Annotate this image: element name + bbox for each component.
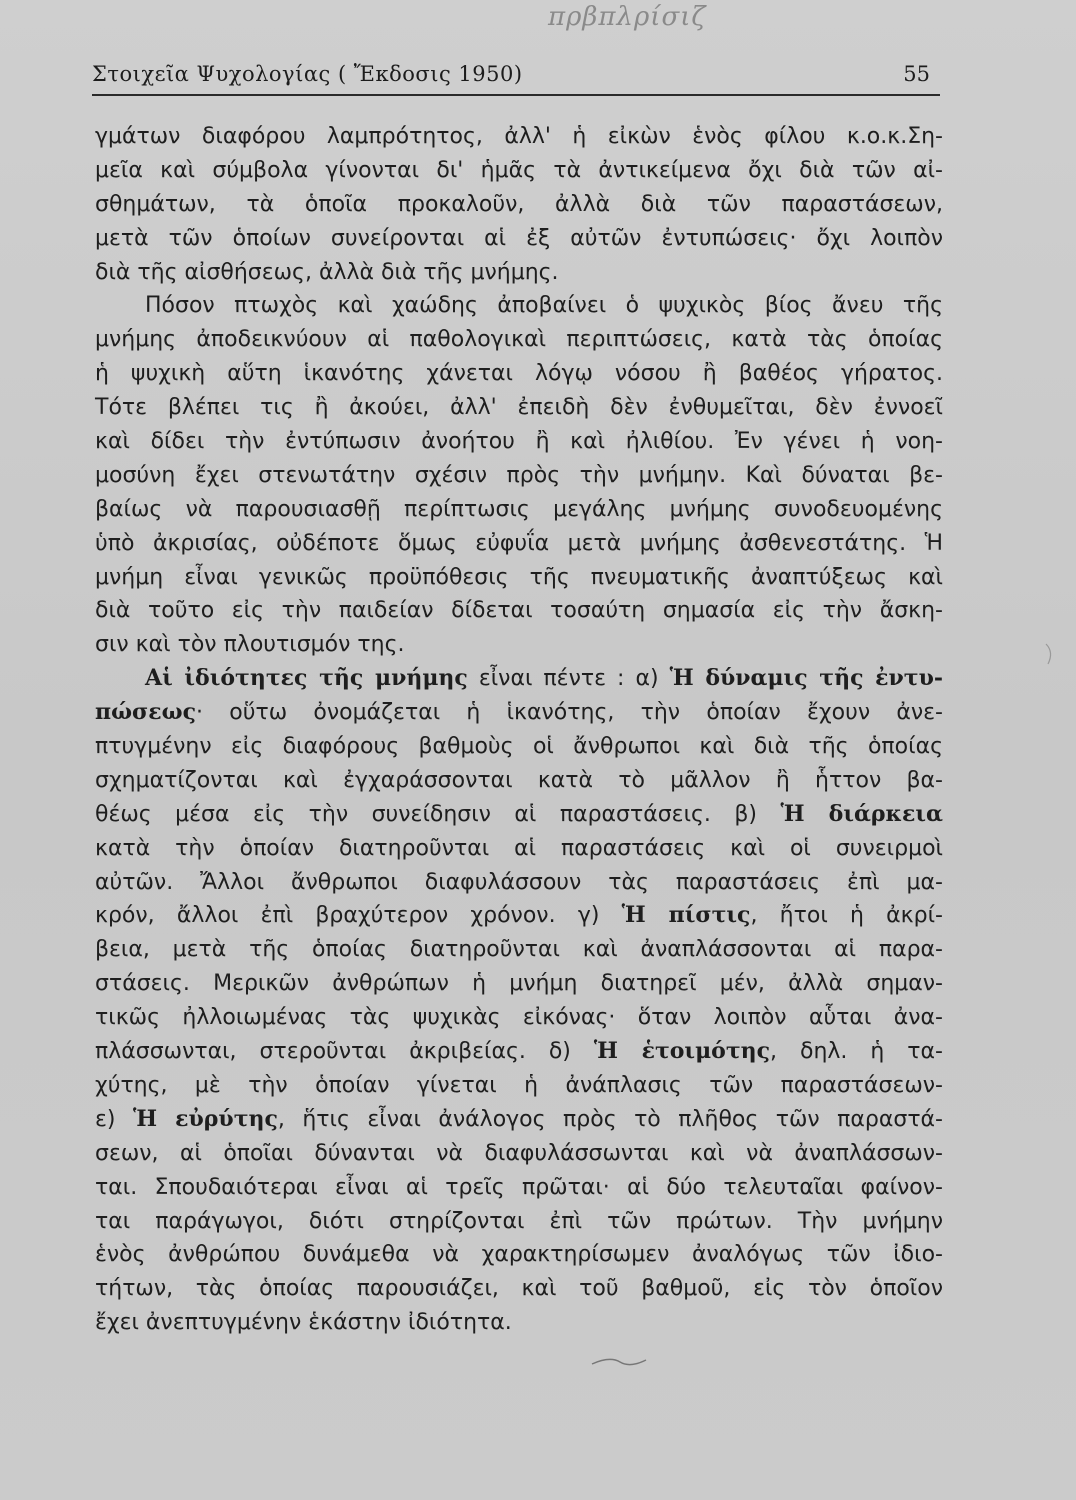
term-heading: πώσεως	[95, 699, 196, 726]
text-span: , δηλ. ἡ τα-	[770, 1039, 943, 1065]
text-span: , ἥτις εἶναι ἀνάλογος πρὸς τὸ πλῆθος τῶν παραστά-	[277, 1106, 943, 1132]
text-line: ἑνὸς ἀνθρώπου δυνάμεθα νὰ χαρακτηρίσωμεν ἀναλόγως τῶν ἰδιο-	[95, 1242, 943, 1268]
text-line: γμάτων διαφόρου λαμπρότητος, ἀλλ' ἡ εἰκὼν ἑνὸς φίλου κ.ο.κ.Ση-	[95, 124, 943, 149]
text-line: αὐτῶν. Ἄλλοι ἄνθρωποι διαφυλάσσουν τὰς παραστάσεις ἐπὶ μα-	[95, 869, 943, 895]
text-line: κατὰ τὴν ὁποίαν διατηροῦνται αἱ παραστάσεις καὶ οἱ συνειρμοὶ	[95, 835, 943, 861]
paragraph-start-line: Πόσον πτωχὸς καὶ χαώδης ἀποβαίνει ὁ ψυχικὸς βίος ἄνευ τῆς	[145, 293, 943, 319]
text-line	[95, 798, 943, 832]
term-heading: Ἡ εὐρύτης	[132, 1105, 278, 1132]
text-line: μοσύνη ἔχει στενωτάτην σχέσιν πρὸς τὴν μνήμην. Καὶ δύναται βε-	[95, 462, 943, 488]
text-line	[95, 1103, 943, 1137]
text-line: ὑπὸ ἀκρισίας, οὐδέποτε ὅμως εὐφυΐα μετὰ μνήμης ἀσθενεστάτης. Ἡ	[95, 530, 943, 556]
running-title: Στοιχεῖα Ψυχολογίας ( Ἔκδοσις 1950)	[92, 62, 523, 86]
text-line: βεια, μετὰ τῆς ὁποίας διατηροῦνται καὶ ἀναπλάσσονται αἱ παρα-	[95, 937, 943, 963]
text-line: σθημάτων, τὰ ὁποῖα προκαλοῦν, ἀλλὰ διὰ τῶν παραστάσεων,	[95, 191, 943, 217]
text-span: πλάσσωνται, στεροῦνται ἀκριβείας. δ)	[95, 1039, 594, 1065]
text-line: ἡ ψυχικὴ αὕτη ἱκανότης χάνεται λόγῳ νόσου ἢ βαθέος γήρατος.	[95, 361, 943, 387]
page-number: 55	[903, 62, 930, 86]
text-line: χύτης, μὲ τὴν ὁποίαν γίνεται ἡ ἀνάπλασις τῶν παραστάσεων-	[95, 1072, 943, 1098]
text-line: σεων, αἱ ὁποῖαι δύνανται νὰ διαφυλάσσωνται καὶ νὰ ἀναπλάσσων-	[95, 1140, 943, 1166]
text-line	[95, 1035, 943, 1069]
term-heading: Ἡ ἑτοιμότης	[593, 1038, 771, 1065]
text-line: ἔχει ἀνεπτυγμένην ἑκάστην ἰδιότητα.	[95, 1310, 512, 1336]
text-line: μετὰ τῶν ὁποίων συνείρονται αἱ ἐξ αὐτῶν ἐντυπώσεις· ὄχι λοιπὸν	[95, 225, 943, 251]
text-line: τήτων, τὰς ὁποίας παρουσιάζει, καὶ τοῦ βαθμοῦ, εἰς τὸν ὁποῖον	[95, 1276, 943, 1302]
text-line: πτυγμένην εἰς διαφόρους βαθμοὺς οἱ ἄνθρωποι καὶ διὰ τῆς ὁποίας	[95, 734, 943, 760]
handwritten-note: πρβπλρίσιζ	[548, 2, 707, 32]
text-span: ε)	[95, 1106, 133, 1132]
term-heading: Ἡ δύναμις τῆς ἐντυ-	[669, 665, 943, 692]
text-line: μνήμης ἀποδεικνύουν αἱ παθολογικαὶ περιπτώσεις, κατὰ τὰς ὁποίας	[95, 327, 943, 353]
text-line: μεῖα καὶ σύμβολα γίνονται δι' ἡμᾶς τὰ ἀντικείμενα ὄχι διὰ τῶν αἰ-	[95, 157, 943, 183]
text-line: διὰ τῆς αἰσθήσεως, ἀλλὰ διὰ τῆς μνήμης.	[95, 259, 559, 285]
text-line	[95, 899, 943, 933]
text-line: τικῶς ἠλλοιωμένας τὰς ψυχικὰς εἰκόνας· ὅταν λοιπὸν αὗται ἀνα-	[95, 1005, 943, 1031]
paragraph-start-line	[95, 662, 943, 696]
text-line: σιν καὶ τὸν πλουτισμόν της.	[95, 632, 405, 658]
text-span: θέως μέσα εἰς τὴν συνείδησιν αἱ παραστάσεις. β)	[95, 801, 781, 827]
text-line: καὶ δίδει τὴν ἐντύπωσιν ἀνοήτου ἢ καὶ ἠλιθίου. Ἐν γένει ἡ νοη-	[95, 429, 943, 455]
text-line: βαίως νὰ παρουσιασθῇ περίπτωσις μεγάλης μνήμης συνοδευομένης	[95, 496, 943, 522]
text-span: εἶναι πέντε : α)	[467, 666, 670, 692]
body-text	[95, 120, 943, 1340]
text-line: μνήμη εἶναι γενικῶς προϋπόθεσις τῆς πνευματικῆς ἀναπτύξεως καὶ	[95, 564, 943, 590]
term-heading: Ἡ διάρκεια	[780, 800, 943, 827]
section-heading: Αἱ ἰδιότητες τῆς μνήμης	[145, 665, 468, 692]
text-line: Τότε βλέπει τις ἢ ἀκούει, ἀλλ' ἐπειδὴ δὲν ἐνθυμεῖται, δὲν ἐννοεῖ	[95, 395, 943, 421]
pencil-mark-icon	[590, 1352, 650, 1372]
text-line: σχηματίζονται καὶ ἐγχαράσσονται κατὰ τὸ μᾶλλον ἢ ἧττον βα-	[95, 767, 943, 793]
margin-mark-icon	[1040, 640, 1060, 670]
text-span: , ἤτοι ἡ ἀκρί-	[750, 903, 943, 929]
text-span: · οὕτω ὀνομάζεται ἡ ἱκανότης, τὴν ὁποίαν ἔχουν ἀνε-	[196, 700, 943, 726]
text-span: κρόν, ἄλλοι ἐπὶ βραχύτερον χρόνον. γ)	[95, 903, 622, 929]
term-heading: Ἡ πίστις	[621, 902, 751, 929]
text-line: διὰ τοῦτο εἰς τὴν παιδείαν δίδεται τοσαύτη σημασία εἰς τὴν ἄσκη-	[95, 598, 943, 624]
text-line: ται παράγωγοι, διότι στηρίζονται ἐπὶ τῶν πρώτων. Τὴν μνήμην	[95, 1208, 943, 1234]
text-line	[95, 696, 943, 730]
page-header	[92, 60, 940, 96]
text-line: ται. Σπουδαιότεραι εἶναι αἱ τρεῖς πρῶται· αἱ δύο τελευταῖαι φαίνον-	[95, 1174, 943, 1200]
text-line: στάσεις. Μερικῶν ἀνθρώπων ἡ μνήμη διατηρεῖ μέν, ἀλλὰ σημαν-	[95, 971, 943, 997]
